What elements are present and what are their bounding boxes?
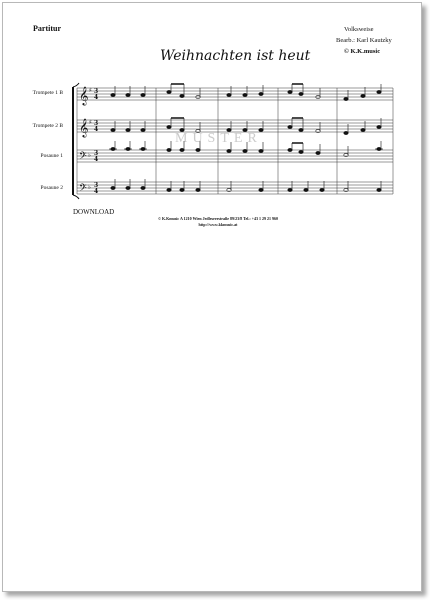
footer-contact [103,216,333,228]
footer-website[interactable]: http://www.kkmusic.at [198,222,238,227]
svg-text:𝄢: 𝄢 [79,150,87,164]
sheet-page [2,2,422,592]
svg-text:4: 4 [94,94,99,101]
score-system [3,3,421,213]
copyright-text: © K.K.music [344,48,381,55]
svg-text:𝄞: 𝄞 [79,86,89,105]
partitur-label: Partitur [33,24,61,33]
instrument-label-trombone-1: Posaune 1 [40,153,63,159]
instrument-label-trumpet-1: Trompete 1 B [32,90,63,96]
instrument-label-trombone-2: Posaune 2 [40,185,63,191]
svg-text:4: 4 [94,126,99,133]
svg-text:♯: ♯ [89,87,92,94]
svg-text:3: 3 [94,88,99,95]
arranger-text: Bearb.: Karl Kautzky [336,37,392,44]
svg-text:♭: ♭ [88,184,91,191]
svg-text:3: 3 [94,182,99,189]
svg-text:4: 4 [94,156,99,163]
svg-text:𝄢: 𝄢 [79,182,87,196]
muster-watermark: MUSTER [175,131,262,146]
svg-text:3: 3 [94,150,99,157]
piece-title: Weihnachten ist heut [160,48,311,64]
origin-text: Volksweise [344,26,374,33]
svg-text:♯: ♯ [89,119,92,126]
svg-text:♭: ♭ [88,152,91,159]
svg-text:3: 3 [94,120,99,127]
footer-address: © K.Kmusic A 1210 Wien Jedleseerstraße 89/23/8 Tel.: +43 1 29 21 960 [157,216,278,221]
instrument-label-trumpet-2: Trompete 2 B [32,123,63,129]
svg-text:4: 4 [94,188,99,195]
svg-text:𝄞: 𝄞 [79,118,89,137]
download-link[interactable]: DOWNLOAD [73,208,115,216]
